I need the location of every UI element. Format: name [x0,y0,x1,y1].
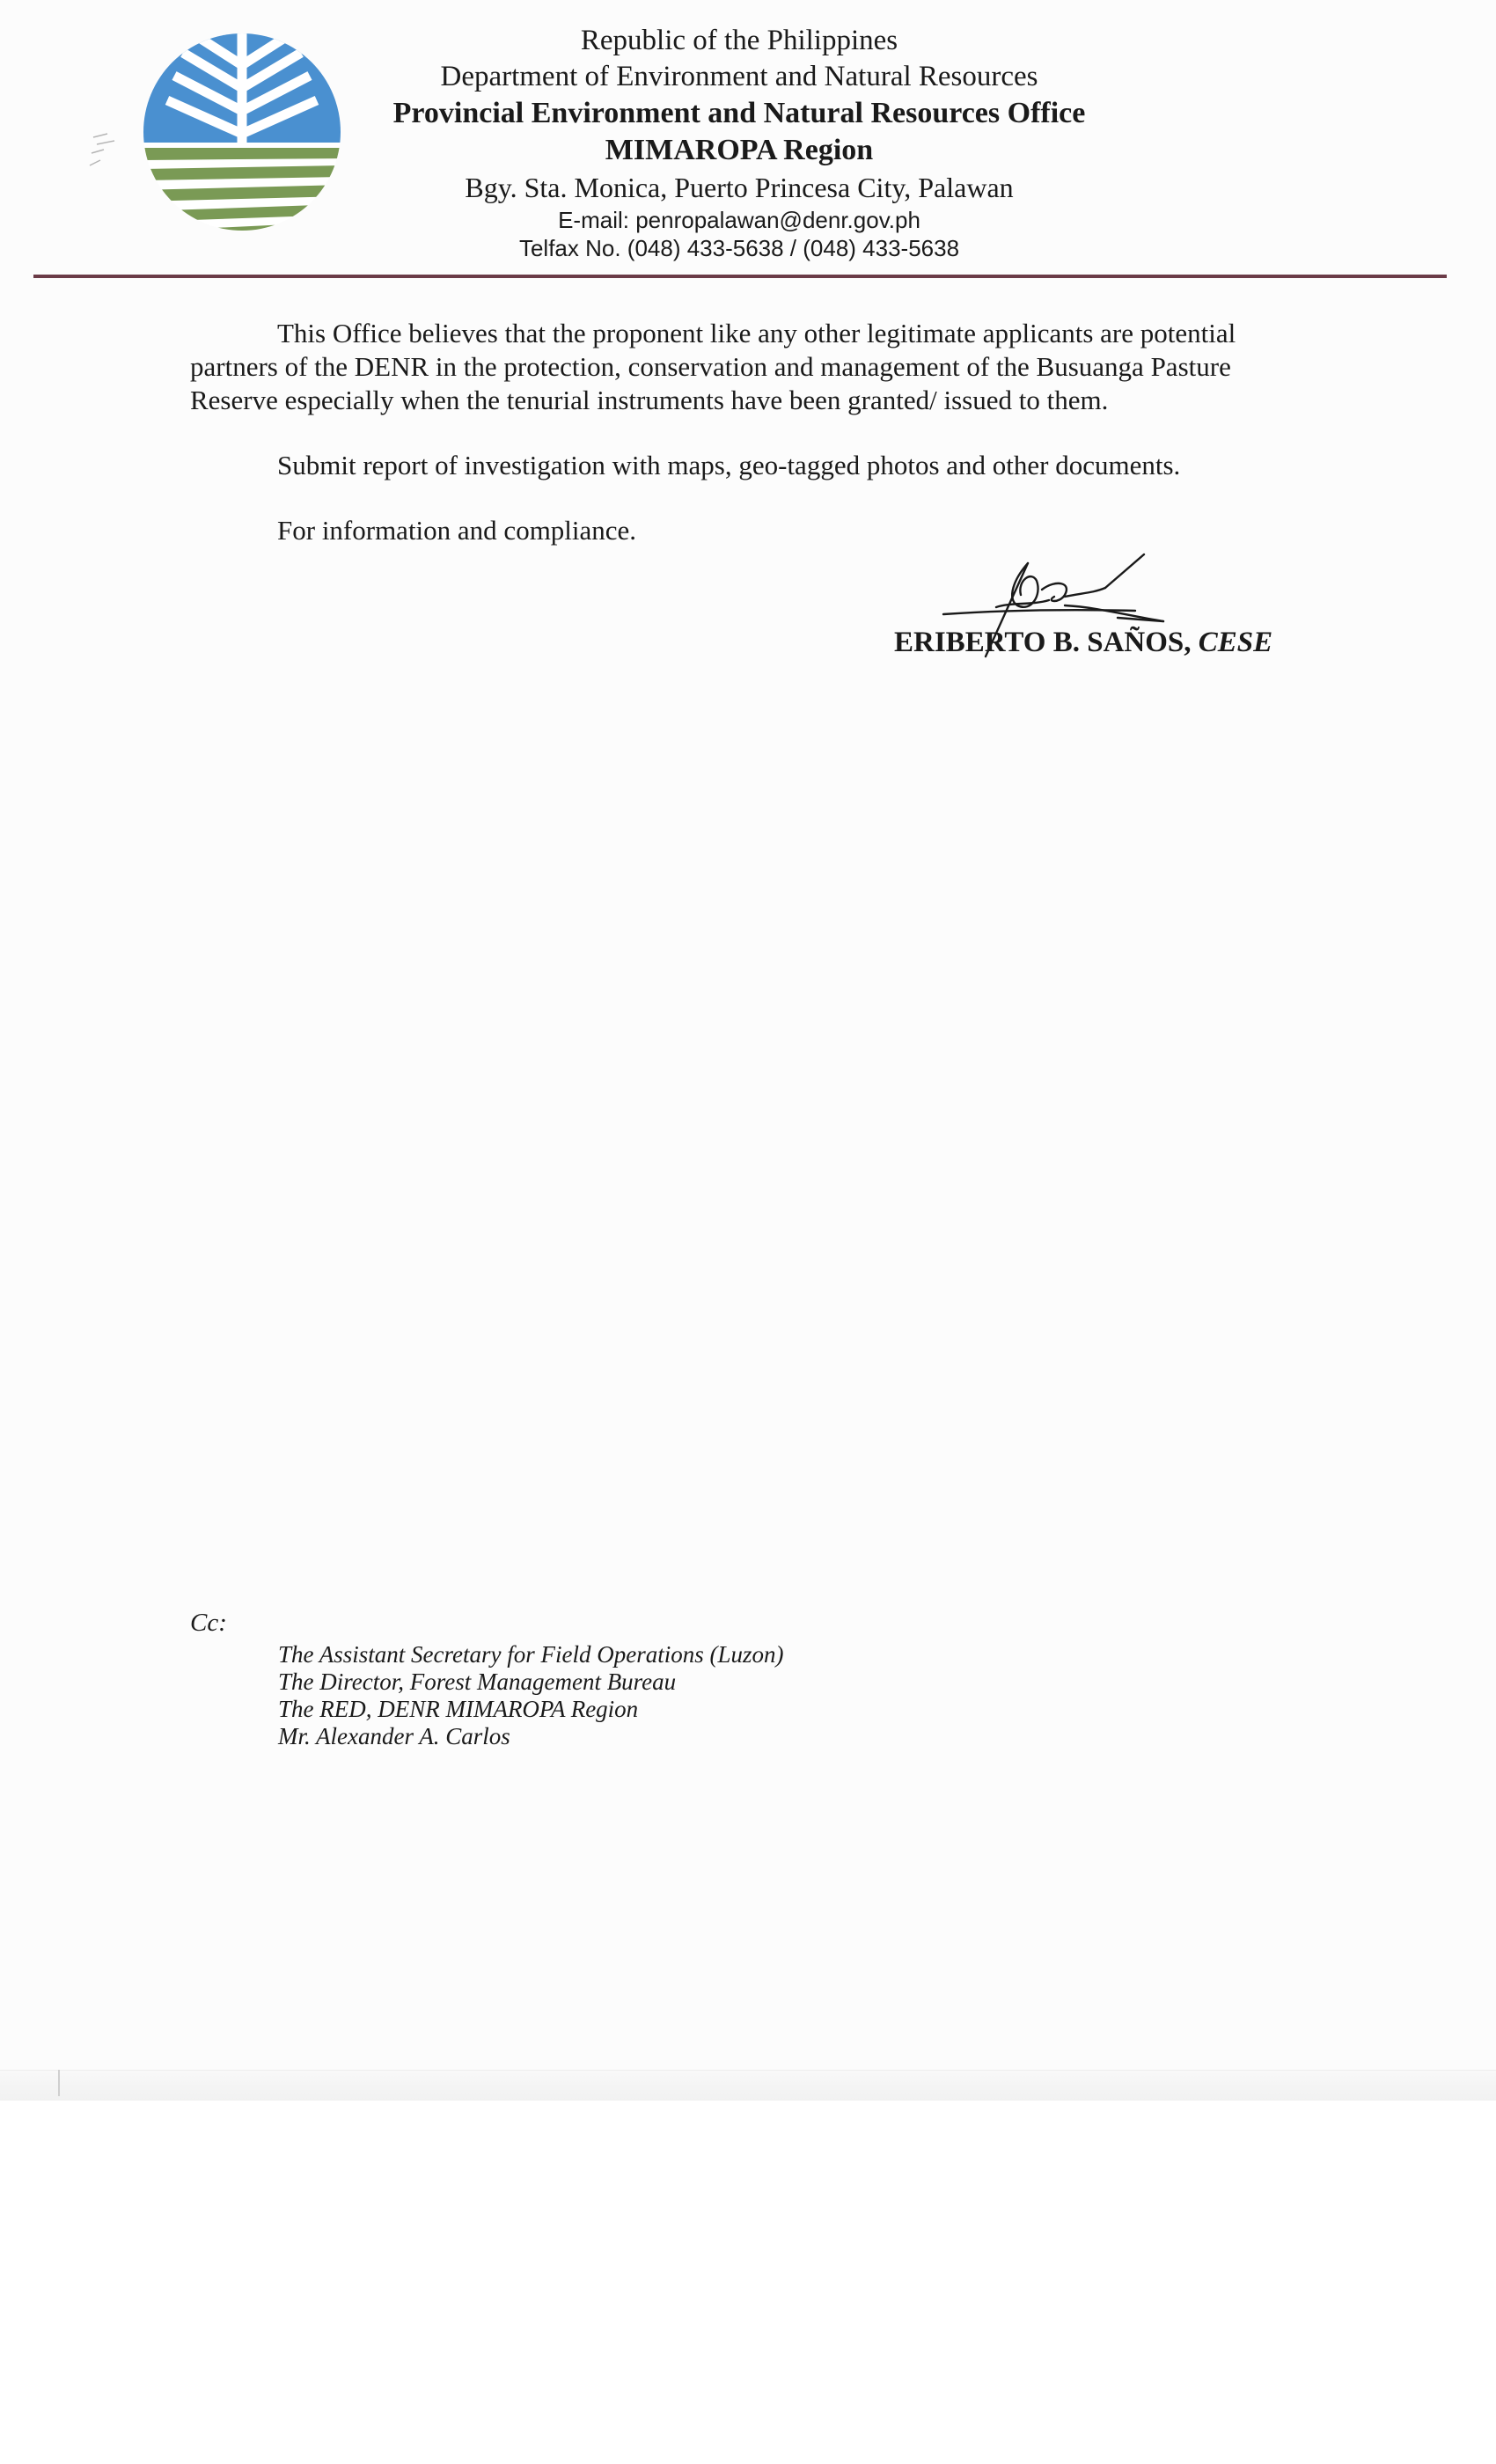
letter-body [190,317,1301,579]
cc-recipient: The Director, Forest Management Bureau [278,1668,677,1695]
telfax-line: Telfax No. (048) 433-5638 / (048) 433-5638 [518,235,960,261]
scan-edge-mark [58,2070,60,2096]
cc-recipient: The Assistant Secretary for Field Operations (Luzon) [278,1641,784,1668]
letterhead-divider [33,275,1447,278]
letterhead [299,23,1179,262]
address-line: Bgy. Sta. Monica, Puerto Princesa City, Palawan [465,172,1014,203]
body-paragraph-3: For information and compliance. [277,515,637,546]
signatory-name: ERIBERTO B. SAÑOS, [894,627,1192,658]
cc-recipient: Mr. Alexander A. Carlos [278,1723,510,1749]
cc-recipient-list [278,1641,783,1750]
department-line: Department of Environment and Natural Resources [440,61,1038,92]
signatory-block [894,627,1272,659]
region-line: MIMAROPA Region [605,134,874,166]
cc-label: Cc: [190,1609,227,1637]
scan-bottom-edge [0,2070,1496,2101]
office-line: Provincial Environment and Natural Resources Office [392,97,1086,129]
signatory-title: CESE [1198,627,1273,658]
body-paragraph-1: This Office believes that the proponent like any other legitimate applicants are potential partners of the DENR in the protection, conservation and management of the Busuanga Pasture Reserve especially when the tenurial instruments have been granted/ issued to them. [190,318,1236,415]
cc-recipient: The RED, DENR MIMAROPA Region [278,1696,639,1722]
country-line: Republic of the Philippines [580,25,898,56]
scan-speck-marks [88,130,125,172]
body-paragraph-2: Submit report of investigation with maps, geo-tagged photos and other documents. [277,450,1181,480]
email-line: E-mail: penropalawan@denr.gov.ph [558,207,920,233]
